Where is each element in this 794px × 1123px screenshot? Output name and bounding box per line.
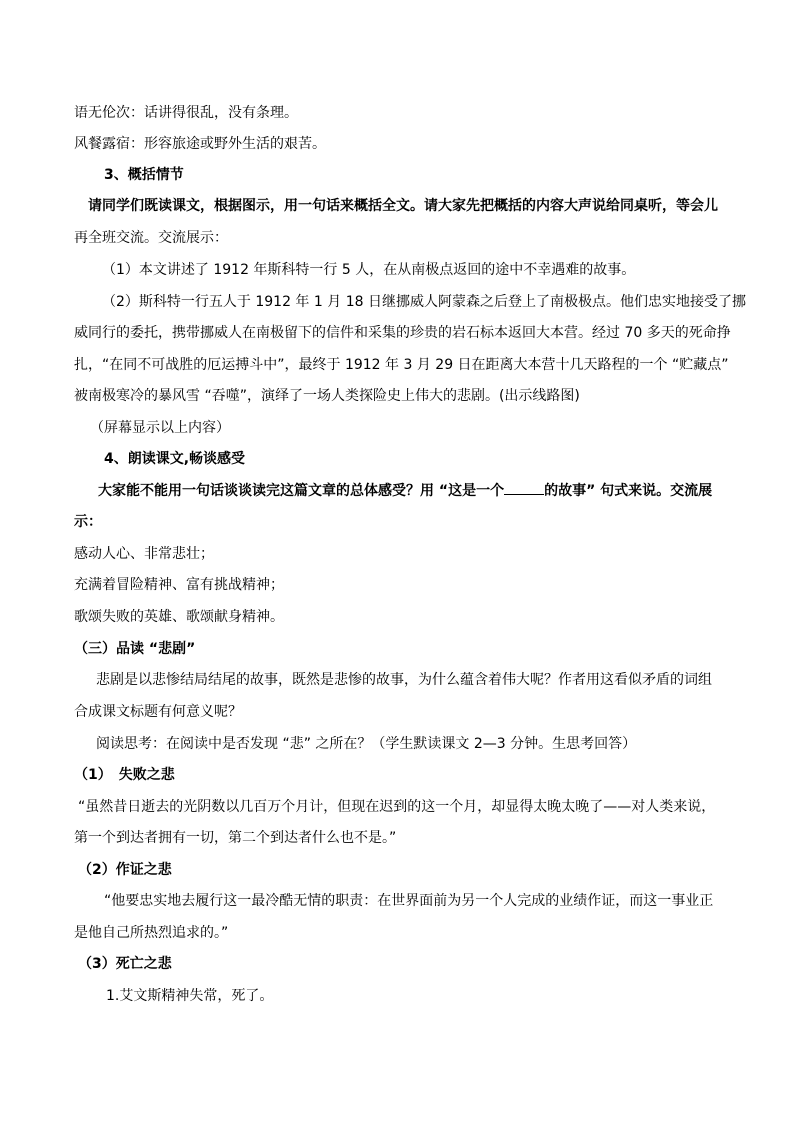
section-heading-4: 4、朗读课文,畅谈感受: [104, 451, 246, 467]
summary-item-2: （2）斯科特一行五人于 1912 年 1 月 18 日继挪威人阿蒙森之后登上了南极极点。他们忠实地接受了挪: [102, 294, 746, 310]
list-item: 1.艾文斯精神失常，死了。: [106, 988, 274, 1004]
paragraph-line: 再全班交流。交流展示：: [74, 230, 228, 246]
prompt-text-b: 的故事” 句式来说。交流展: [544, 483, 713, 499]
paragraph-line: 威同行的委托，携带挪威人在南极留下的信件和采集的珍贵的岩石标本返回大本营。经过 70 多天的死命挣: [74, 325, 731, 341]
subheading-3: （3）死亡之悲: [78, 956, 172, 972]
paragraph-line: 请同学们既读课文，根据图示，用一句话来概括全文。请大家先把概括的内容大声说给同桌听，等会儿: [88, 198, 718, 214]
prompt-text-a: 大家能不能用一句话谈谈读完这篇文章的总体感受？用 “这是一个: [98, 483, 505, 499]
subheading-1: （1） 失败之悲: [74, 767, 175, 783]
summary-item-1: （1）本文讲述了 1912 年斯科特一行 5 人，在从南极点返回的途中不幸遇难的故事。: [102, 262, 636, 278]
paragraph-line: 被南极寒冷的暴风雪 “吞噬”，演绎了一场人类探险史上伟大的悲剧。(出示线路图): [74, 388, 580, 404]
paragraph-line: 示：: [74, 514, 102, 530]
fill-blank: [504, 482, 544, 495]
quote-line: “他要忠实地去履行这一最冷酷无情的职责：在世界面前为另一个人完成的业绩作证，而这一事业正: [104, 893, 714, 909]
quote-line: 是他自己所热烈追求的。”: [74, 925, 229, 941]
definition-line-1: 语无伦次：话讲得很乱，没有条理。: [74, 105, 298, 121]
reading-question: 阅读思考：在阅读中是否发现 “悲” 之所在？（学生默读课文 2—3 分钟。生思考回答）: [96, 736, 637, 752]
paragraph-line: 扎，“在同不可战胜的厄运搏斗中”，最终于 1912 年 3 月 29 日在距离大本营十几天路程的一个 “贮藏点”: [74, 357, 729, 373]
screen-note: （屏幕显示以上内容）: [90, 420, 230, 436]
subheading-2: （2）作证之悲: [78, 862, 172, 878]
feeling-2: 充满着冒险精神、富有挑战精神；: [74, 577, 284, 593]
quote-line: “虽然昔日逝去的光阴数以几百万个月计，但现在迟到的这一个月，却显得太晚太晚了——对人类来说，: [78, 799, 716, 815]
feeling-1: 感动人心、非常悲壮；: [74, 546, 214, 562]
paragraph-line: 悲剧是以悲惨结局结尾的故事，既然是悲惨的故事，为什么蕴含着伟大呢？作者用这看似矛盾的词组: [96, 672, 712, 688]
section-heading-3-tragedy: （三）品读 “悲剧”: [74, 641, 196, 657]
feeling-3: 歌颂失败的英雄、歌颂献身精神。: [74, 609, 284, 625]
prompt-line: [98, 481, 748, 501]
paragraph-line: 合成课文标题有何意义呢？: [74, 704, 242, 720]
definition-line-2: 风餐露宿：形容旅途或野外生活的艰苦。: [74, 136, 326, 152]
quote-line: 第一个到达者拥有一切，第二个到达者什么也不是。”: [74, 830, 397, 846]
section-heading-3: 3、概括情节: [104, 167, 184, 183]
